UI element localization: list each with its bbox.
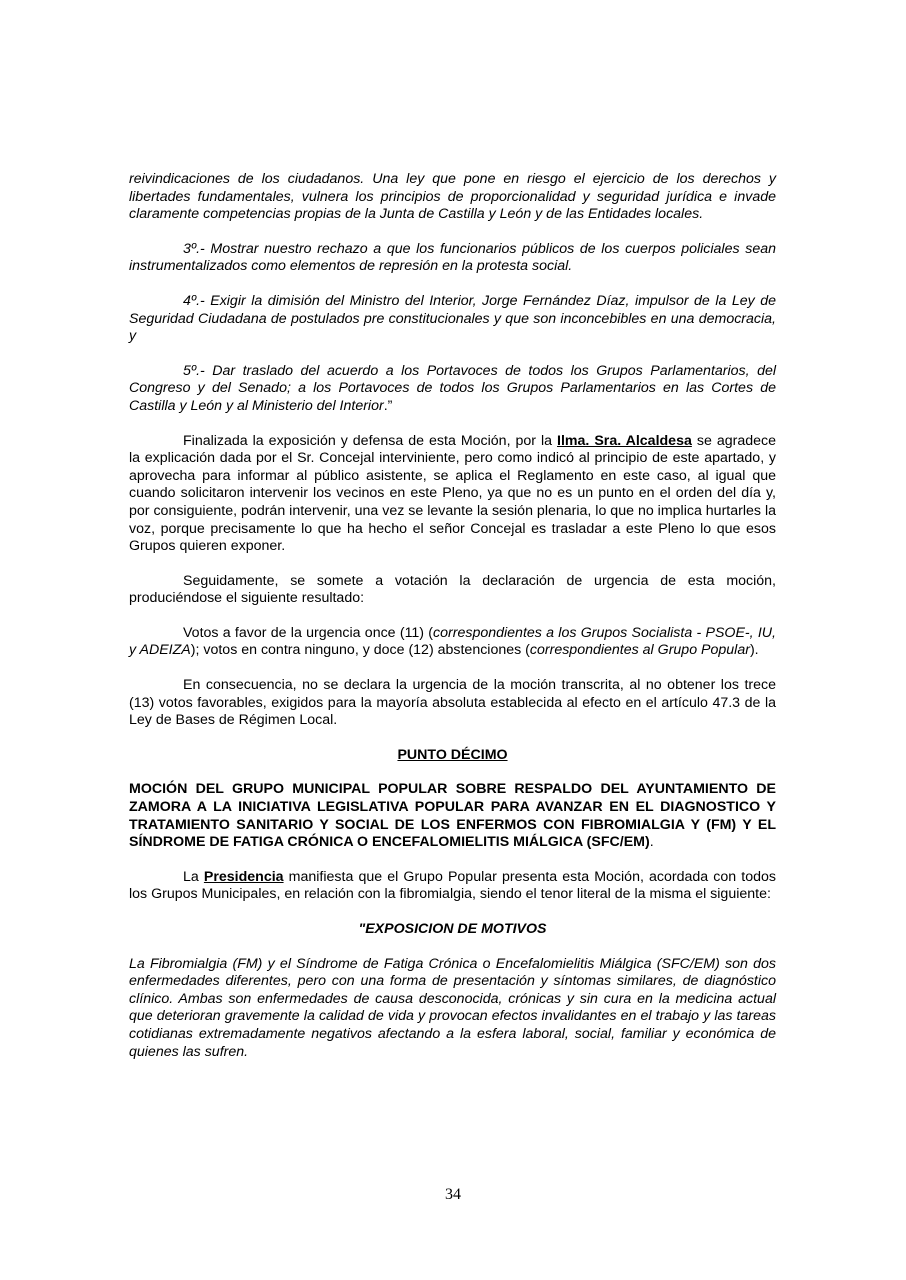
- point-5-closing-quote: .”: [383, 397, 393, 414]
- paragraph-fibromialgia: La Fibromialgia (FM) y el Síndrome de Fatiga Crónica o Encefalomielitis Miálgica (SFC/EM) son dos enfermedades diferentes, pero con una forma de presentación y síntomas similares, de diagnóstico clínico. Ambas son enfermedades de causa desconocida, crónicas y sin cura en la medicina actual que deterioran gravemente la calidad de vida y provocan efectos invalidantes en el trabajo y las tareas cotidianas extremadamente negativos afectando a la esfera laboral, social, familiar y económica de quienes las sufren.: [129, 955, 776, 1060]
- section-heading-punto-decimo: PUNTO DÉCIMO: [397, 746, 508, 763]
- paragraph-point-4: 4º.- Exigir la dimisión del Ministro del Interior, Jorge Fernández Díaz, impulsor de la Ley de Seguridad Ciudadana de postulados pre constitucionales y que son inconcebibles en una democracia, y: [129, 292, 776, 345]
- votos-text-a: Votos a favor de la urgencia once (11) (: [183, 624, 434, 641]
- alcaldesa-text-rest: se agradece la explicación dada por el Sr. Concejal interviniente, pero como indicó al principio de este apartado, y aprovecha para informar al público asistente, se aplica el Reglamento en este caso, al igual que cuando solicitaron intervenir los vecinos en este Pleno, ya que no es un punto en el orden del día y, por consiguiente, podrán intervenir, una vez se levante la sesión plenaria, lo que no implica hurtarles la voz, porque precisamente lo que ha hecho el señor Concejal es trasladar a este Pleno lo que esos Grupos quieren exponer.: [129, 432, 776, 555]
- alcaldesa-text-start: Finalizada la exposición y defensa de esta Moción, por la: [183, 432, 558, 449]
- paragraph-presidencia: [129, 869, 776, 904]
- presidencia-text-start: La: [183, 868, 204, 885]
- paragraph-votos: [129, 625, 776, 660]
- mocion-title-period: .: [649, 834, 654, 851]
- paragraph-consecuencia: En consecuencia, no se declara la urgencia de la moción transcrita, al no obtener los trece (13) votos favorables, exigidos para la mayoría absoluta establecida al efecto en el artículo 47.3 de la Ley de Bases de Régimen Local.: [129, 677, 776, 729]
- paragraph-point-5: [129, 363, 776, 416]
- point-5-text: 5º.- Dar traslado del acuerdo a los Portavoces de todos los Grupos Parlamentarios, del Congreso y del Senado; a los Portavoces de todos los Grupos Parlamentarios en las Cortes de Castilla y León y al Ministerio del Interior: [129, 362, 776, 414]
- paragraph-point-3: 3º.- Mostrar nuestro rechazo a que los funcionarios públicos de los cuerpos policiales sean instrumentalizados como elementos de represión en la protesta social.: [129, 240, 776, 275]
- votos-italic-2: correspondientes al Grupo Popular: [529, 642, 750, 659]
- page-number: 34: [445, 1186, 461, 1203]
- mocion-title: [129, 781, 776, 851]
- alcaldesa-title: Ilma. Sra. Alcaldesa: [557, 432, 692, 449]
- section-heading-exposicion: "EXPOSICION DE MOTIVOS: [358, 921, 547, 937]
- votos-text-b: ); votos en contra ninguno, y doce (12) abstenciones (: [190, 642, 530, 659]
- paragraph-alcaldesa: [129, 433, 776, 556]
- presidencia-title: Presidencia: [203, 868, 284, 885]
- votos-italic-1: correspondientes a los Grupos Socialista - PSOE-, IU, y ADEIZA: [129, 624, 776, 659]
- presidencia-text-rest: manifiesta que el Grupo Popular presenta esta Moción, acordada con todos los Grupos Municipales, en relación con la fibromialgia, siendo el tenor literal de la misma el siguiente:: [129, 868, 776, 903]
- paragraph-reivindicaciones: reivindicaciones de los ciudadanos. Una ley que pone en riesgo el ejercicio de los derechos y libertades fundamentales, vulnera los principios de proporcionalidad y seguridad jurídica e invade claramente competencias propias de la Junta de Castilla y León y de las Entidades locales.: [129, 171, 776, 223]
- document-body: [129, 171, 776, 1078]
- mocion-title-text: MOCIÓN DEL GRUPO MUNICIPAL POPULAR SOBRE RESPALDO DEL AYUNTAMIENTO DE ZAMORA A LA INICIATIVA LEGISLATIVA POPULAR PARA AVANZAR EN EL DIAGNOSTICO Y TRATAMIENTO SANITARIO Y SOCIAL DE LOS ENFERMOS CON FIBROMIALGIA Y (FM) Y EL SÍNDROME DE FATIGA CRÓNICA O ENCEFALOMIELITIS MIÁLGICA (SFC/EM): [129, 781, 776, 851]
- votos-text-c: ).: [749, 642, 759, 659]
- paragraph-votacion: Seguidamente, se somete a votación la declaración de urgencia de esta moción, produciéndose el siguiente resultado:: [129, 572, 776, 607]
